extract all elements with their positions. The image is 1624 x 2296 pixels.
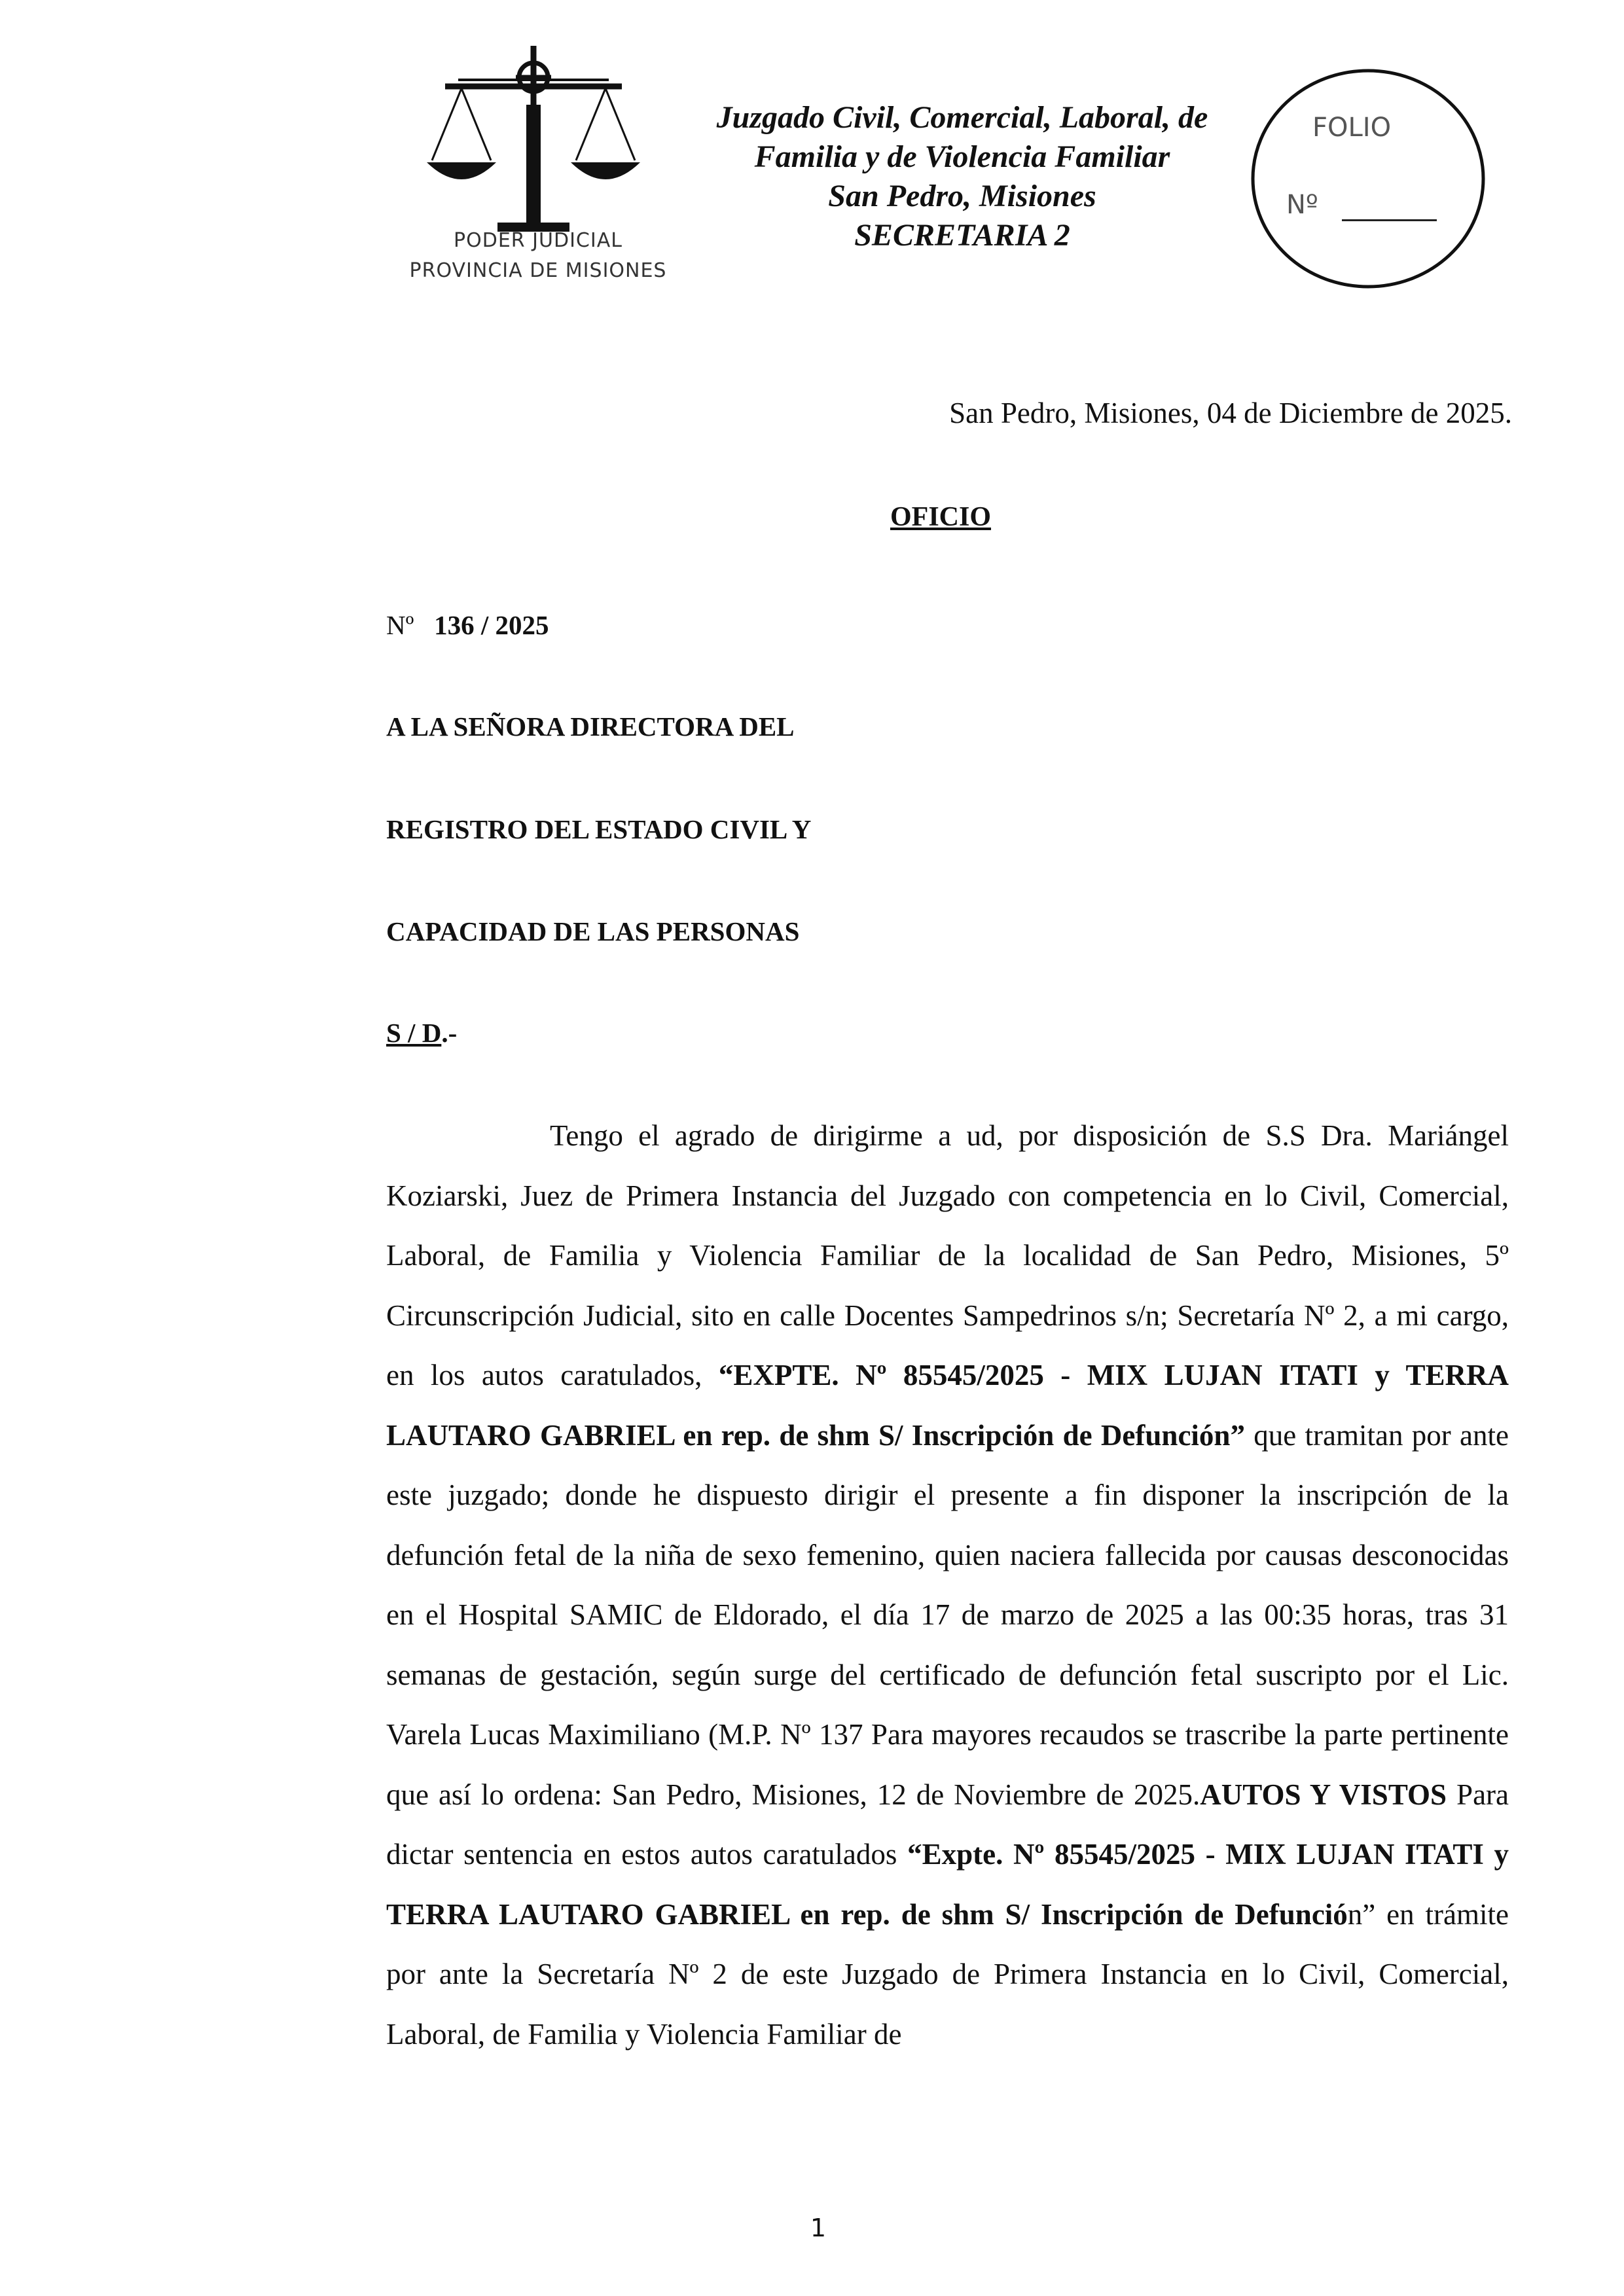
recipient-line1: A LA SEÑORA DIRECTORA DEL [386,711,795,742]
sd-underlined: S / D [386,1018,442,1048]
court-line4: SECRETARIA 2 [854,218,1070,253]
folio-number-blank [1342,219,1437,221]
recipient-line3: CAPACIDAD DE LAS PERSONAS [386,916,800,946]
body-paragraph [386,1106,1509,2064]
case-title-2: “Expte. Nº 85545/2025 - MIX LUJAN ITATI y TERRA LAUTARO GABRIEL en rep. de shm S/ Inscripción de Defunció [386,1838,1509,1931]
number-prefix: Nº [386,610,414,640]
folio-label: FOLIO [1312,113,1392,143]
paragraph-text-2: que tramitan por ante este juzgado; donde he dispuesto dirigir el presente a fin disponer la inscripción de la defunción fetal de la niña de sexo femenino, quien naciera fallecida por causas desconocidas en el Hospital SAMIC de Eldorado, el día 17 de marzo de 2025 a las 00:35 horas, tras 31 semanas de gestación, según surge del certificado de defunción fetal suscripto por el Lic. Varela Lucas Maximiliano (M.P. Nº 137 [386,1418,1509,1751]
page-number: 1 [810,2214,827,2242]
document-number [386,605,1499,645]
date-line: San Pedro, Misiones, 04 de Diciembre de 2025. [949,397,1512,429]
court-line1: Juzgado Civil, Comercial, Laboral, de [716,100,1208,135]
folio-seal-circle [1244,62,1492,298]
court-header [668,98,1257,255]
recipient-line2: REGISTRO DEL ESTADO CIVIL Y [386,814,812,844]
recipient-sd [386,1013,1499,1052]
paragraph-text-3: Para mayores recaudos se trascribe la parte pertinente que así lo ordena: San Pedro, Misiones, 12 de Noviembre de 2025. [386,1718,1509,1811]
sd-suffix: .- [441,1018,458,1048]
paragraph-text-4: Para dictar sentencia en estos autos caratulados [386,1778,1509,1871]
paragraph-text-5: n” en trámite por ante la Secretaría Nº 2 de este Juzgado de Primera Instancia en lo Civil, Comercial, Laboral, de Familia y Violencia Familiar de [386,1897,1509,2051]
emblem-caption-line2: PROVINCIA DE MISIONES [409,259,667,282]
emblem-caption-line1: PODER JUDICIAL [454,229,623,252]
case-title-1: “EXPTE. Nº 85545/2025 - MIX LUJAN ITATI y TERRA LAUTARO GABRIEL en rep. de shm S/ Inscripción de Defunción” [386,1359,1509,1452]
emblem-caption [401,226,676,286]
court-line3: San Pedro, Misiones [828,179,1096,213]
court-line2: Familia y de Violencia Familiar [754,139,1170,174]
folio-number-label: Nº [1286,190,1318,220]
autos-y-vistos: AUTOS Y VISTOS [1200,1778,1447,1811]
document-title: OFICIO [890,502,992,532]
number-value: 136 / 2025 [434,610,549,640]
paragraph-text-1: Tengo el agrado de dirigirme a ud, por disposición de S.S Dra. Mariángel Koziarski, Juez de Primera Instancia del Juzgado con competencia en lo Civil, Comercial, Laboral, de Familia y Violencia Familiar de la localidad de San Pedro, Misiones, 5º Circunscripción Judicial, sito en calle Docentes Sampedrinos s/n; Secretaría Nº 2, a mi cargo, en los autos caratulados, [386,1119,1509,1391]
